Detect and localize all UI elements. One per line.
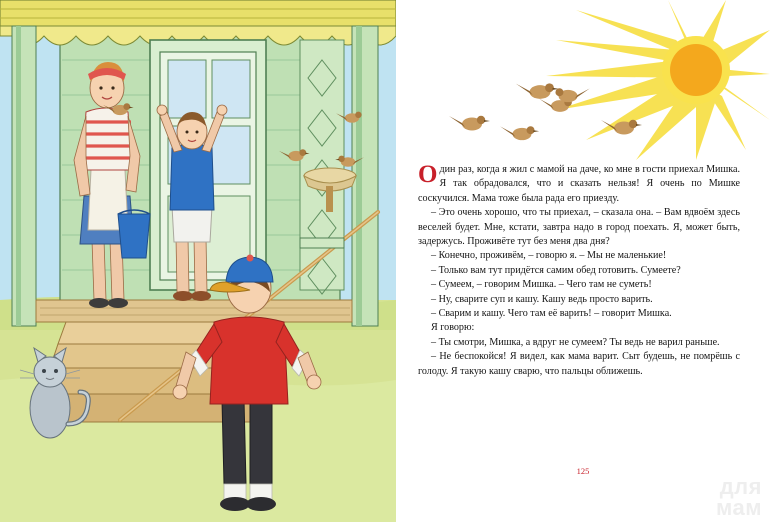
- paragraph-text: дин раз, когда я жил с мамой на даче, ко мне в гости приехал Мишка. Я так обрадовался, что и сказать нельзя! Я очень по Мишке соскучился. Мама тоже была рада его приезду.: [418, 164, 740, 204]
- watermark-line-2: мам: [716, 495, 762, 520]
- watermark-line-1: для: [719, 474, 762, 499]
- paragraph: – Только вам тут придётся самим обед готовить. Сумеете?: [431, 264, 681, 276]
- paragraph: – Не беспокойся! Я видел, как мама варит. Сыт будешь, не помрёшь с голоду. Я такую кашу сварю, что пальцы оближешь.: [418, 351, 740, 377]
- paragraph: – Ну, сварите суп и кашу. Кашу ведь просто варить.: [431, 293, 653, 305]
- paragraph: – Ты смотри, Мишка, а вдруг не сумеем? Ты ведь не варил раньше.: [431, 336, 720, 348]
- paragraph: – Это очень хорошо, что ты приехал, – сказала она. – Вам вдвоём здесь веселей будет. Мне, кстати, завтра надо в город поехать. Я, может быть, задержусь. Проживёте тут без меня два дня?: [418, 207, 740, 248]
- bucket: [118, 210, 150, 258]
- sun-with-sparrows-illustration: [396, 0, 770, 160]
- watermark: [716, 476, 762, 518]
- paragraph: – Конечно, проживём, – говорю я. – Мы не маленькие!: [431, 250, 667, 262]
- paragraph: – Сварим и кашу. Чего там её варить! – говорит Мишка.: [431, 308, 672, 320]
- drop-cap: О: [418, 161, 438, 188]
- story-text: [418, 163, 740, 379]
- right-text-page: [396, 0, 770, 522]
- page-number: 125: [576, 466, 590, 476]
- paragraph: – Сумеем, – говорим Мишка. – Чего там не суметь!: [431, 279, 652, 291]
- paragraph: Я говорю:: [431, 322, 475, 334]
- paragraph: [418, 163, 740, 206]
